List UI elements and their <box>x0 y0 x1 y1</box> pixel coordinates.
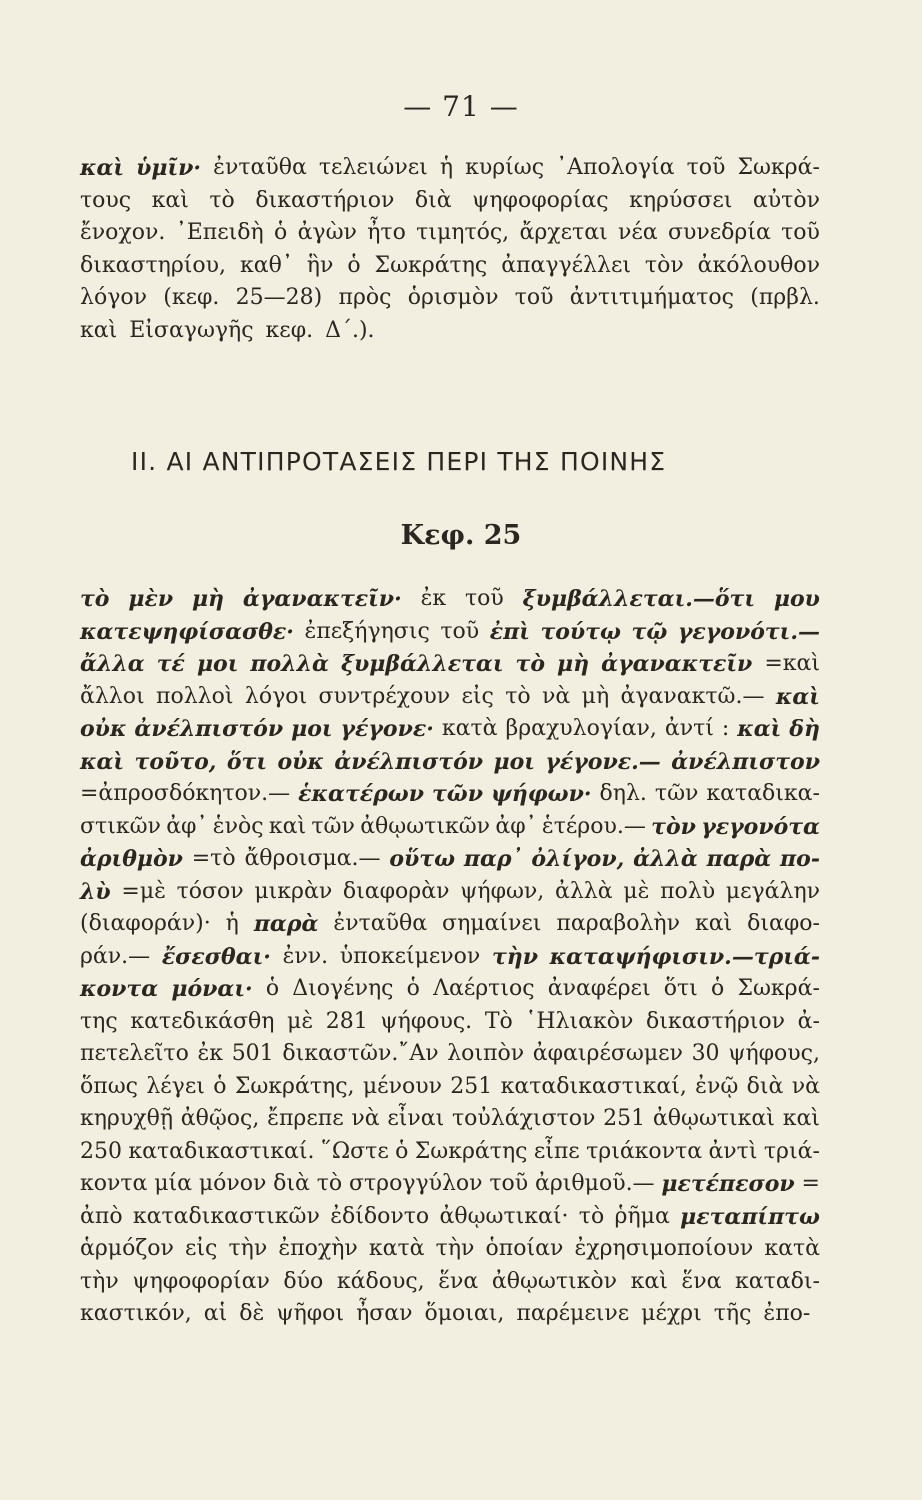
word: εἰς <box>185 1236 218 1261</box>
word: πετελεῖτο <box>80 1041 189 1066</box>
text-line <box>80 185 820 218</box>
lemma-word: οὕτω <box>389 846 456 872</box>
word: ὅμοιαι, <box>424 1301 505 1326</box>
word: μέχρι <box>641 1301 702 1326</box>
text-line <box>80 778 820 811</box>
word: = <box>801 1171 820 1196</box>
word: ἀντιτιμήματος <box>569 285 734 310</box>
lemma-word: καὶ <box>80 748 125 775</box>
lemma-word: μετέπεσον <box>661 1171 795 1197</box>
word: ὁ <box>711 976 725 1001</box>
text-line <box>80 681 820 714</box>
word: λοιπὸν <box>447 1041 525 1066</box>
text-line <box>80 1136 820 1169</box>
word: ἡ <box>439 155 454 180</box>
word: στρογγύλον <box>348 1171 483 1196</box>
word: ὑποκείμενον <box>339 943 481 969</box>
lemma-word: ἑκατέρων <box>298 781 424 807</box>
text-line <box>80 908 820 941</box>
lemma-word: δὴ <box>789 716 820 742</box>
word: ὁρισμὸν <box>407 285 499 310</box>
word: ἀντὶ <box>708 1138 758 1164</box>
lemma-word: ἀγανακτεῖν <box>601 651 753 677</box>
lemma-word: κοντα <box>80 976 159 1002</box>
word: Δ΄.). <box>325 317 375 343</box>
word: τριά- <box>763 1138 820 1164</box>
word: εἰς <box>461 683 494 709</box>
word: κηρύσσει <box>629 187 733 213</box>
text-line <box>80 1233 820 1266</box>
word: : <box>721 716 730 741</box>
word: ἀλλὰ <box>554 878 613 904</box>
word: ψήφους. <box>380 1008 473 1034</box>
lemma-word: καὶ <box>737 716 782 742</box>
word: βραχυλογίαν, <box>505 716 657 741</box>
word: Σωκρά- <box>737 155 820 180</box>
word: τῶν <box>311 813 355 839</box>
word: (κεφ. <box>163 285 220 310</box>
lemma-word: τῷ <box>631 618 668 645</box>
lemma-word: μοι <box>196 651 239 677</box>
lemma-word: γέγονε· <box>340 716 434 742</box>
word: κοντα <box>80 1171 148 1196</box>
word: Διογένης <box>292 976 394 1001</box>
word: τὸ <box>578 1203 605 1229</box>
word: δικαστῶν.῎Αν <box>282 1041 439 1066</box>
text-line <box>80 583 820 616</box>
lemma-word: μεταπίπτω <box>680 1203 820 1230</box>
word: τὴν <box>80 1268 119 1294</box>
word: ἔνοχον. <box>80 220 166 245</box>
word: ἑτέρου.— <box>541 813 646 839</box>
word: ἦσαν <box>356 1301 413 1326</box>
lemma-word: μόναι· <box>171 976 253 1002</box>
word: διαφο- <box>747 911 820 936</box>
word: ἄρχεται <box>519 220 608 245</box>
word: παραβολὴν <box>556 911 680 936</box>
word: ἕνα <box>681 1268 722 1294</box>
word: κεφ. <box>265 317 314 343</box>
lemma-word: ἀνέλπιστόν <box>334 748 484 775</box>
lemma-word: ἀνέλπιστόν <box>134 716 284 742</box>
word: (διαφοράν)· <box>80 911 211 936</box>
word: καταδικα- <box>706 781 820 806</box>
word: ἀριθμοῦ.— <box>534 1171 655 1196</box>
word: δηλ. <box>599 781 647 806</box>
word: ἑνὸς <box>212 813 264 839</box>
word: ψηφοφορίαν <box>132 1268 270 1294</box>
word: ἐποχὴν <box>278 1236 358 1261</box>
word: ψῆφοι <box>276 1301 345 1326</box>
word: ἄθροισμα.— <box>244 846 381 871</box>
lemma-word: ψήφων· <box>491 781 592 807</box>
text-line <box>80 1071 820 1104</box>
lemma-word: ἀνέλπιστον <box>671 748 820 775</box>
lemma-word: μοι <box>493 748 535 775</box>
word: ῾Ηλιακὸν <box>525 1008 634 1034</box>
text-line <box>80 1201 820 1234</box>
word: πρὸς <box>338 285 392 310</box>
word: Λαέρτιος <box>433 976 535 1001</box>
lemma-word: τοῦτο, <box>134 748 217 775</box>
word: ἐνῷ <box>695 1073 739 1099</box>
word: 251 <box>450 1073 493 1099</box>
word: νὰ <box>351 1106 380 1131</box>
word: ἐνν. <box>282 943 329 969</box>
word: ὁ <box>406 976 420 1001</box>
word: τὸ <box>316 1171 343 1196</box>
word: =μὲ <box>121 878 166 904</box>
word: μὲ <box>623 878 650 904</box>
word: καταδικαστικαί. <box>128 1138 315 1164</box>
word: ἣν <box>306 252 334 278</box>
word: ἀπαγγέλλει <box>501 252 631 278</box>
word: καταδικαστικαί, <box>500 1073 687 1099</box>
word: ἀφ᾿ <box>495 813 537 839</box>
word: Σωκράτης, <box>234 1073 355 1099</box>
word: πολὺ <box>660 878 716 904</box>
word: Σωκράτης <box>374 252 488 278</box>
word: μόνον <box>198 1171 267 1196</box>
word: 250 <box>80 1138 122 1164</box>
word: τὸν <box>644 252 684 278</box>
word: τὸ <box>209 187 235 213</box>
word: ἐδίδοντο <box>330 1203 430 1229</box>
word: ἀθῳωτικαὶ <box>652 1106 775 1131</box>
word: ἀθῳωτικαί· <box>439 1203 569 1229</box>
word: ἀθῷος, <box>180 1106 260 1131</box>
word: καστικόν, <box>80 1301 192 1326</box>
lemma-word: καταψήφισιν.—τριά- <box>549 943 820 970</box>
lemma-word: καὶ <box>80 155 125 181</box>
lemma-word: μὴ <box>557 651 590 677</box>
intro-paragraph <box>80 152 820 347</box>
word: ἀφαιρέσωμεν <box>532 1041 683 1066</box>
text-line <box>80 1103 820 1136</box>
text-line <box>80 941 820 974</box>
word: κηρυχθῇ <box>80 1106 173 1131</box>
text-line <box>80 1168 820 1201</box>
word: τὴν <box>435 1236 475 1261</box>
word: συνεδρία <box>667 220 771 245</box>
commentary-paragraph <box>80 583 820 1331</box>
text-line <box>80 811 820 844</box>
lemma-word: ὀλίγον, <box>531 846 625 872</box>
word: αἱ <box>203 1301 228 1326</box>
lemma-word: παρ᾿ <box>463 846 523 872</box>
word: 30 <box>691 1041 720 1066</box>
word: καταδικαστικῶν <box>132 1203 320 1229</box>
word: δύο <box>283 1268 324 1294</box>
word: καὶ <box>151 187 189 213</box>
word: Σωκράτης <box>414 1138 528 1164</box>
word: ράν.— <box>80 943 151 969</box>
word: τοῦ <box>489 1171 529 1196</box>
word: δὲ <box>239 1301 265 1326</box>
lemma-word: ἀλλὰ <box>633 846 698 872</box>
word: ᾿Απολογία <box>556 155 675 180</box>
word: ὁ <box>265 976 280 1001</box>
word: ψηφοφορίας <box>472 187 609 213</box>
lemma-word: παρὰ <box>706 846 772 872</box>
word: Σωκρά- <box>737 976 820 1001</box>
lemma-word: λὺ <box>80 878 111 905</box>
word: ἄλλοι <box>80 683 145 709</box>
word: ἐπεξήγησις <box>304 618 430 644</box>
word: ὅτι <box>663 976 698 1001</box>
word: νὰ <box>791 1073 820 1099</box>
word: ὅπως <box>80 1073 138 1099</box>
lemma-word: κατεψηφίσασθε· <box>80 618 294 645</box>
word: (πρβλ. <box>750 285 820 310</box>
word: σημαίνει <box>442 911 542 936</box>
word: κατὰ <box>764 1236 820 1261</box>
word: τόσον <box>176 878 244 904</box>
word: καθ᾿ <box>239 252 293 278</box>
word: Εἰσαγωγῆς <box>129 317 254 343</box>
text-line <box>80 217 820 250</box>
word: ἕνα <box>438 1268 479 1294</box>
word: ἡ <box>225 911 239 936</box>
word: ἀντί <box>664 716 714 741</box>
word: 251 <box>603 1106 646 1131</box>
word: διὰ <box>746 1073 784 1099</box>
word: δικαστήριον <box>645 1008 785 1034</box>
word: ὁ <box>274 220 288 245</box>
lemma-word: τέ <box>156 651 185 677</box>
word: ἐκ <box>420 586 447 611</box>
word: ἐκ <box>197 1041 224 1066</box>
word: τελειώνει <box>318 155 428 180</box>
lemma-word: οὐκ <box>80 716 127 742</box>
lemma-word: καὶ <box>775 683 820 710</box>
word: διαφορὰν <box>342 878 450 904</box>
word: καὶ <box>268 813 307 839</box>
word: λέγει <box>146 1073 205 1099</box>
word: καὶ <box>80 317 118 343</box>
page-number: — 71 — <box>403 90 519 123</box>
text-line <box>80 616 820 649</box>
word: τὸ <box>505 683 531 709</box>
word: ἔπρεπε <box>267 1106 344 1131</box>
word: εἶναι <box>387 1106 445 1131</box>
word: νέα <box>618 220 658 245</box>
word: ᾿Επειδὴ <box>175 220 264 245</box>
word: ἐνταῦθα <box>213 155 307 180</box>
lemma-word: τῶν <box>432 781 484 807</box>
word: μὲ <box>287 1008 314 1034</box>
lemma-word: γεγονότα <box>701 813 820 840</box>
word: ἀθῳωτικῶν <box>360 813 491 839</box>
word: καὶ <box>782 1106 820 1131</box>
word: της <box>80 1008 118 1034</box>
word: τὴν <box>228 1236 268 1261</box>
word: κατεδικάσθη <box>130 1008 275 1034</box>
lemma-word: ἀριθμὸν <box>80 846 183 872</box>
word: ἐχρησιμοποίουν <box>574 1236 754 1261</box>
word: 281 <box>325 1008 368 1034</box>
word: καὶ <box>694 911 733 936</box>
word: δικαστήριον <box>255 187 395 213</box>
lemma-word: γέγονε.— <box>545 748 661 775</box>
word: ὁ <box>395 1138 409 1164</box>
word: μὴ <box>581 683 610 709</box>
word: αὐτὸν <box>752 187 820 213</box>
word: τῆς <box>713 1301 752 1326</box>
word: τοῦ <box>514 285 554 310</box>
word: τιμητός, <box>416 220 510 245</box>
lemma-word: μοι <box>291 716 333 742</box>
lemma-word: τὸ <box>515 651 545 677</box>
text-line <box>80 713 820 746</box>
word: ψήφων, <box>460 878 545 904</box>
lemma-word: ἄλλα <box>80 651 145 677</box>
word: ὁποίαν <box>485 1236 564 1261</box>
word: στικῶν <box>80 813 161 839</box>
word: ἦτο <box>367 220 406 245</box>
section-heading: II. ΑΙ ΑΝΤΙΠΡΟΤΑΣΕΙΣ ΠΕΡΙ ΤΗΣ ΠΟΙΝΗΣ <box>131 447 667 476</box>
text-line <box>80 843 820 876</box>
word: μεγάλην <box>725 878 820 904</box>
word: τοῦ <box>440 618 480 644</box>
text-line <box>80 152 820 185</box>
word: εἶπε <box>533 1138 580 1164</box>
word: συντρέχουν <box>318 683 451 709</box>
word: τοῦ <box>465 586 504 611</box>
word: =τὸ <box>191 846 236 871</box>
chapter-title: Κεφ. 25 <box>400 520 522 551</box>
word: καὶ <box>630 1268 668 1294</box>
word: ἀκόλουθον <box>697 252 820 278</box>
text-line <box>80 746 820 779</box>
word: διὰ <box>273 1171 310 1196</box>
lemma-word: γεγονότι.— <box>677 618 820 645</box>
lemma-word: ὑμῖν· <box>136 155 202 181</box>
lemma-word: ἐπὶ <box>489 618 530 645</box>
lemma-word: ξυμβάλλεται <box>340 651 504 677</box>
word: ψήφους, <box>728 1041 820 1066</box>
word: νὰ <box>542 683 571 709</box>
word: ῥῆμα <box>614 1203 670 1229</box>
word: τριάκοντα <box>586 1138 703 1164</box>
word: κάδους, <box>336 1268 425 1294</box>
word: ὁ <box>213 1073 227 1099</box>
word: διὰ <box>414 187 452 213</box>
lemma-word: μου <box>773 586 820 612</box>
word: δικαστηρίου, <box>80 252 227 278</box>
word: καταδι- <box>735 1268 820 1294</box>
lemma-word: τὸ <box>80 586 110 612</box>
word: ἁρμόζον <box>80 1236 174 1261</box>
word: κυρίως <box>465 155 545 180</box>
word: 25—28) <box>235 285 323 310</box>
text-line <box>80 1038 820 1071</box>
word: ῞Ωστε <box>320 1138 389 1164</box>
word: παρέμεινε <box>516 1301 630 1326</box>
lemma-word: ξυμβάλλεται.—ὅτι <box>522 586 755 612</box>
word: μία <box>154 1171 192 1196</box>
lemma-word: πολλὰ <box>250 651 329 677</box>
text-line <box>80 1266 820 1299</box>
word: λόγον <box>80 285 147 310</box>
lemma-word: τούτῳ <box>540 618 621 645</box>
word: ἀγανακτῶ.— <box>620 683 765 709</box>
word: μικρὰν <box>254 878 333 904</box>
word: κατὰ <box>368 1236 425 1261</box>
word: λόγοι <box>244 683 308 709</box>
text-line <box>80 282 820 315</box>
text-line <box>80 1298 820 1331</box>
lemma-word: οὐκ <box>277 748 324 775</box>
word: ἀναφέρει <box>547 976 651 1001</box>
word: ἀφ᾿ <box>166 813 208 839</box>
word: πολλοὶ <box>156 683 234 709</box>
text-line <box>80 1006 820 1039</box>
word: ὁ <box>347 252 361 278</box>
word: ἐπο- <box>763 1301 811 1326</box>
lemma-word: ἀγανακτεῖν· <box>242 586 402 612</box>
text-line <box>80 876 820 909</box>
text-line <box>80 648 820 681</box>
word: ἀθῳωτικὸν <box>491 1268 618 1294</box>
word: ἐνταῦθα <box>333 911 428 936</box>
lemma-word: μὲν <box>128 586 174 612</box>
text-line <box>80 973 820 1006</box>
lemma-word: ἔσεσθαι· <box>161 943 271 970</box>
text-line <box>80 315 820 348</box>
lemma-word: τὴν <box>491 943 538 970</box>
word: τοὐλάχιστον <box>452 1106 596 1131</box>
word: ἀγὼν <box>297 220 357 245</box>
word: κατὰ <box>441 716 498 741</box>
lemma-word: τὸν <box>651 813 696 840</box>
word: =ἀπροσδόκητον.— <box>80 781 291 806</box>
word: μένουν <box>362 1073 442 1099</box>
word: Τὸ <box>484 1008 513 1034</box>
word: τοῦ <box>686 155 726 180</box>
word: ἀ- <box>797 1008 820 1034</box>
lemma-word: πο- <box>780 846 820 872</box>
lemma-word: παρὰ <box>253 911 319 937</box>
word: τοῦ <box>781 220 820 245</box>
word: τους <box>80 187 132 213</box>
lemma-word: ὅτι <box>226 748 267 775</box>
word: ἀπὸ <box>80 1203 123 1229</box>
lemma-word: μὴ <box>191 586 225 612</box>
text-line <box>80 250 820 283</box>
word: 501 <box>231 1041 274 1066</box>
word: τῶν <box>654 781 699 806</box>
word: =καὶ <box>764 651 820 676</box>
